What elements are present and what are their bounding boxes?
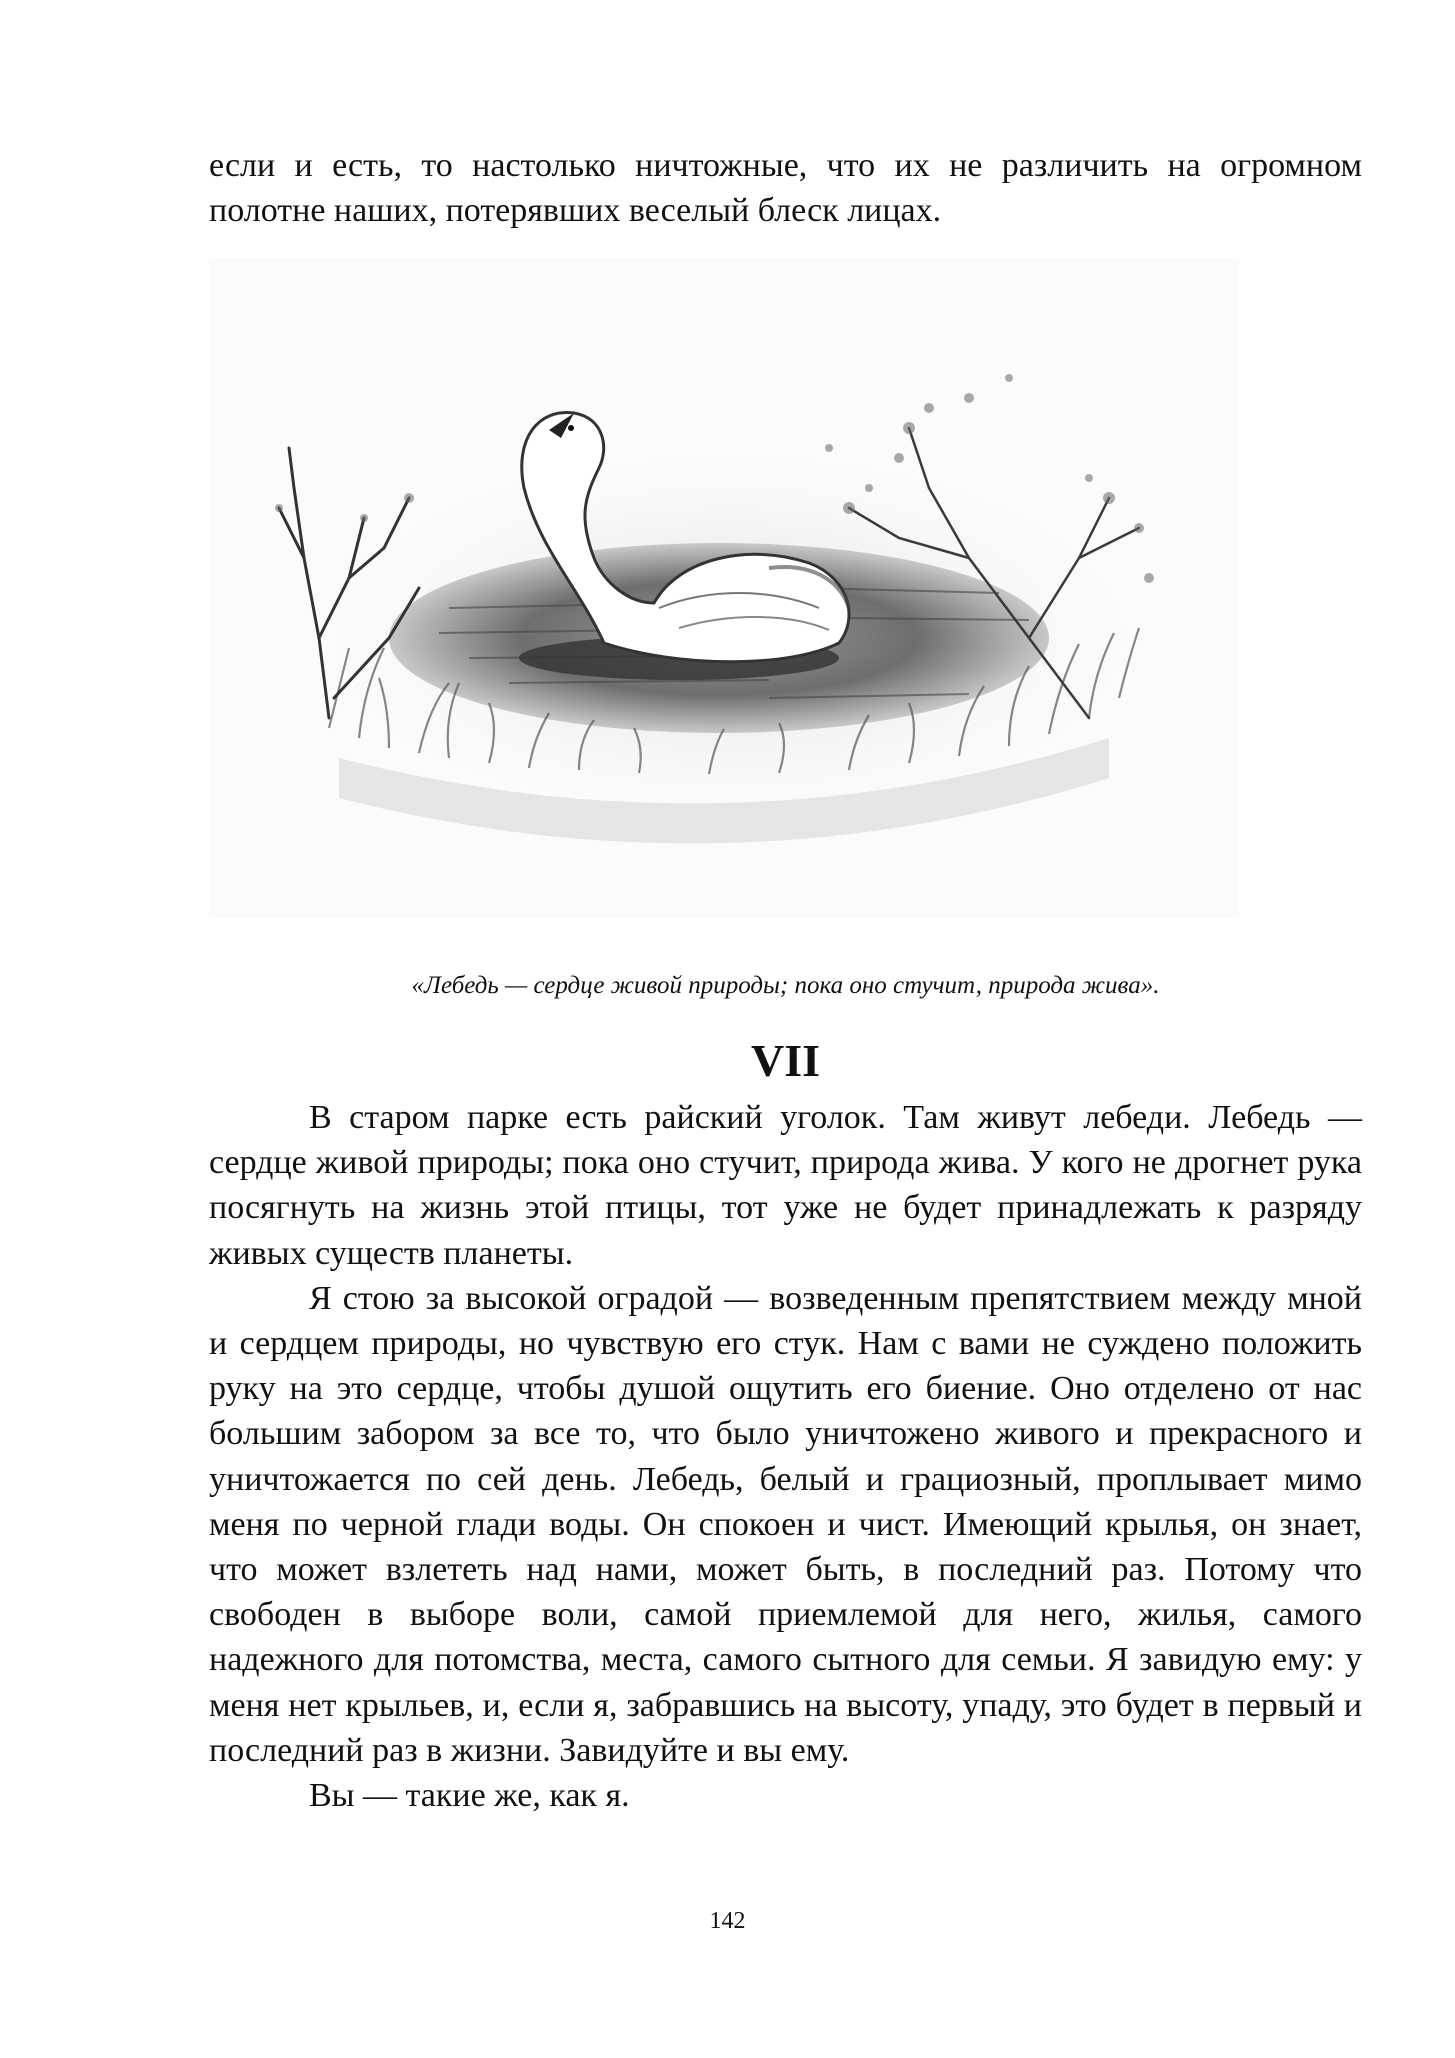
swan-on-pond-drawing-icon [209,258,1239,918]
chapter-heading: VII [750,1035,821,1086]
paragraph-1: В старом парке есть райский уголок. Там живут лебеди. Лебедь — сердце живой природы; пока оно стучит, природа жива. У кого не дрогнет рука посягнуть на жизнь этой птицы, тот уже не будет принадлежать к разряду живых существ планеты. [209,1099,1362,1272]
illustration-caption: «Лебедь — сердце живой природы; пока оно стучит, природа жива». [411,972,1160,999]
chapter-body [209,1095,1362,1818]
paragraph-2: Я стою за высокой оградой — возведенным препятствием между мной и сердцем природы, но чувствую его стук. Нам с вами не суждено положить руку на это сердце, чтобы душой ощутить его биение. Оно отделено от нас большим забором за все то, что было уничтожено живого и прекрасного и уничтожается по сей день. Лебедь, белый и грациозный, проплывает мимо меня по черной глади воды. Он спокоен и чист. Имеющий крылья, он знает, что может взлететь над нами, может быть, в последний раз. Потому что свободен в выборе воли, самой приемлемой для него, жилья, самого надежного для потомства, места, самого сытного для семьи. Я завидую ему: у меня нет крыльев, и, если я, забравшись на высоту, упаду, это будет в первый и последний раз в жизни. Завидуйте и вы ему. [209,1279,1362,1769]
top-paragraph: если и есть, то настолько ничтожные, что их не различить на огромном полотне наших, потерявших веселый блеск лицах. [209,147,1362,229]
page-number: 142 [709,1908,746,1934]
paragraph-3: Вы — такие же, как я. [309,1777,630,1815]
